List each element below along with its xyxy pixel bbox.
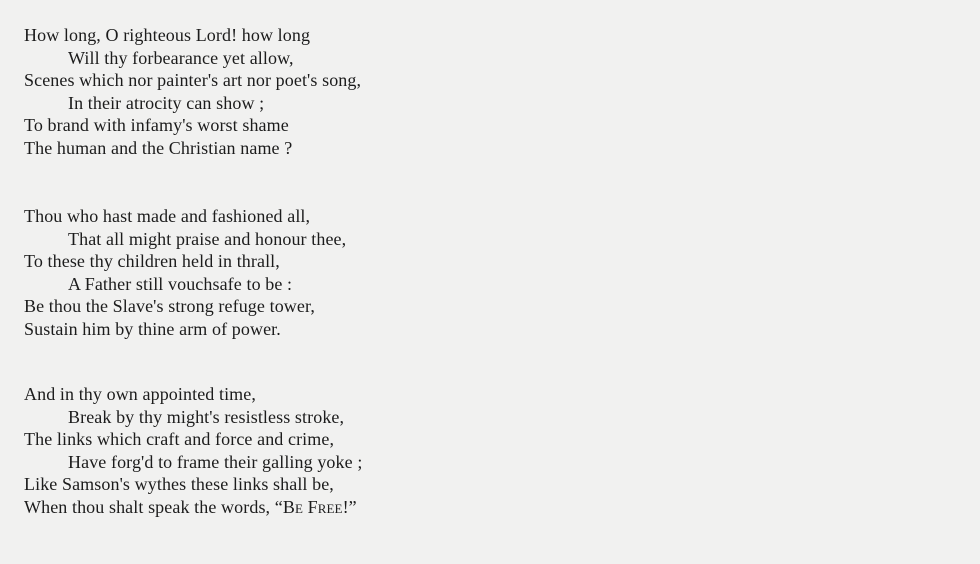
poem-line: To these thy children held in thrall, (24, 251, 280, 272)
closing-quote: !” (342, 496, 357, 517)
poem-line: The links which craft and force and crime, (24, 429, 335, 450)
poem-line: Sustain him by thine arm of power. (24, 318, 281, 339)
stanza-1 (24, 24, 474, 160)
poem-line: Be thou the Slave's strong refuge tower, (24, 296, 315, 317)
poem-line: Will thy forbearance yet allow, (68, 47, 294, 68)
poem-line: Have forg'd to frame their galling yoke ; (68, 451, 363, 472)
poem-line: Thou who hast made and fashioned all, (24, 206, 311, 226)
poem-line: How long, O righteous Lord! how long (24, 25, 311, 45)
poem-line: In their atrocity can show ; (68, 92, 265, 113)
be-free-small-caps: Be Free (282, 496, 343, 517)
poem-line: That all might praise and honour thee, (68, 228, 347, 249)
poem-line: To brand with infamy's worst shame (24, 115, 289, 136)
poem-line (24, 496, 474, 519)
poem-line: A Father still vouchsafe to be : (68, 273, 293, 294)
poem-line: Scenes which nor painter's art nor poet's song, (24, 70, 362, 91)
poem-line: And in thy own appointed time, (24, 384, 256, 404)
poem-line: The human and the Christian name ? (24, 137, 293, 158)
poem-line: Break by thy might's resistless stroke, (68, 406, 345, 427)
stanza-3 (24, 383, 474, 519)
poem-line-text: When thou shalt speak the words, “ (24, 496, 283, 517)
stanza-2 (24, 205, 474, 341)
poem-line: Like Samson's wythes these links shall be, (24, 474, 334, 495)
